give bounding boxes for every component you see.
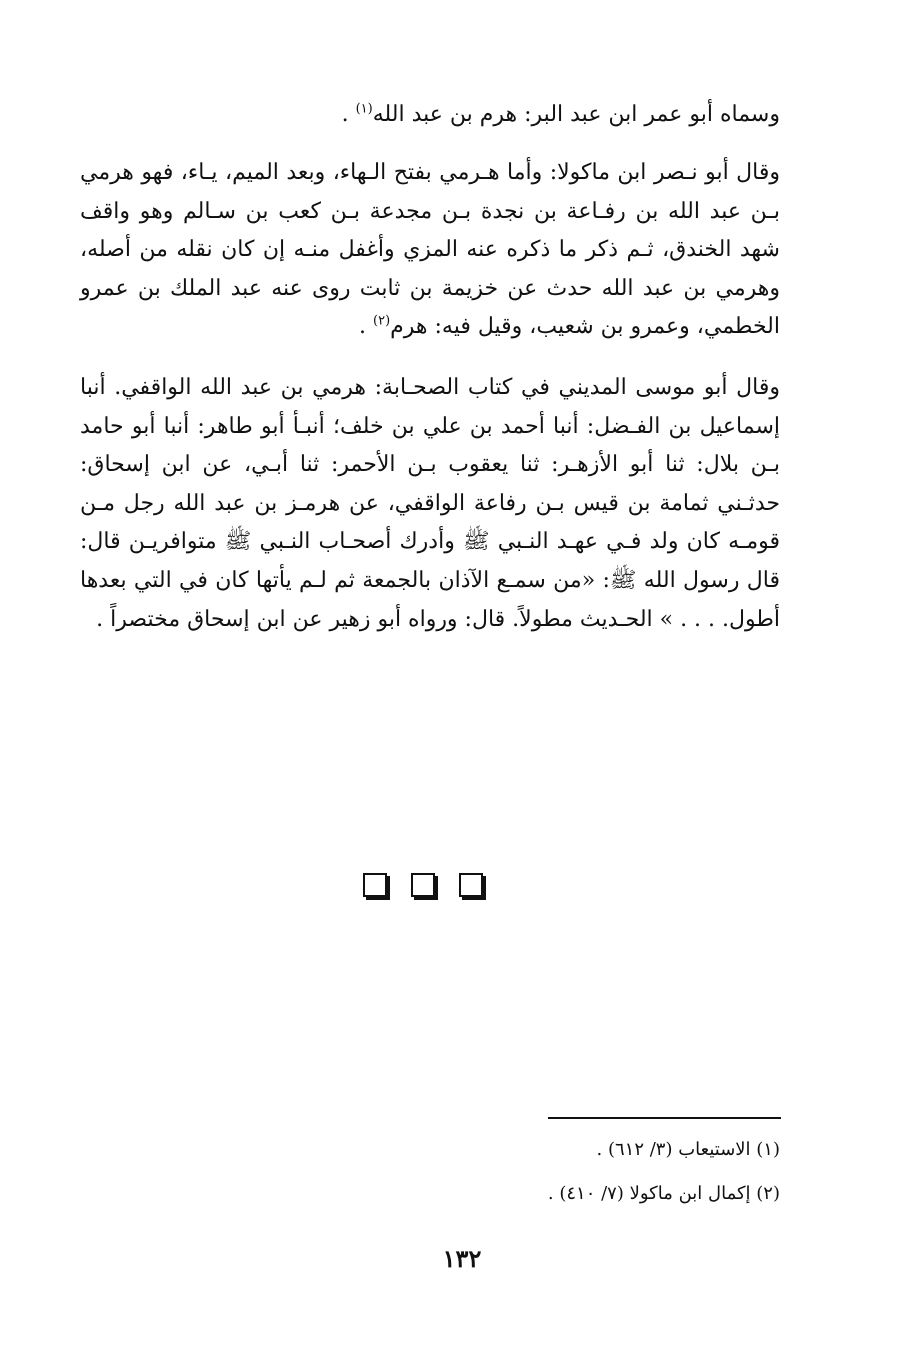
- paragraph-text: وسماه أبو عمر ابن عبد البر: هرم بن عبد الله: [372, 102, 780, 127]
- ornament-box-icon: [459, 873, 483, 897]
- page-number: ١٣٢: [442, 1244, 482, 1273]
- ornament-box-icon: [363, 873, 387, 897]
- paragraph-text: وقال أبو موسى المديني في كتاب الصحـابة: هرمي بن عبد الله الواقفي. أنبا إسماعيل بن الفـضل: أنبا أحمد بن علي بن خلف؛ أنبـأ أبو طاهر: أنبا أبو حامد بـن بلال: ثنا أبو الأزهـر: ثنا يعقوب بـن الأحمر: ثنا أبـي، عن ابن إسحاق: حدثـني ثمامة بن قيس بـن رفاعة الواقفي، عن هرمـز بن عبد الله رجل مـن قومـه كان ولد فـي عهـد النـبي ﷺ وأدرك أصحـاب النـبي ﷺ متوافريـن قال: قال رسول الله ﷺ: «من سمـع الآذان بالجمعة ثم لـم يأتها كان في التي بعدها أطول. . . . » الحـديث مطولاً. قال: ورواه أبو زهير عن ابن إسحاق مختصراً .: [80, 375, 780, 632]
- ornament-box-icon: [411, 873, 435, 897]
- footnote-reference: (١): [355, 101, 373, 117]
- paragraph-1: [80, 96, 780, 135]
- footnote-reference: (٢): [373, 314, 391, 330]
- footnotes: [300, 1128, 780, 1216]
- paragraph-end: .: [341, 102, 356, 127]
- paragraph-text: وقال أبو نـصر ابن ماكولا: وأما هـرمي بفتح الـهاء، وبعد الميم، يـاء، فهو هرمي بـن عبد الله بن رفـاعة بن نجدة بـن مجدعة بـن كعب بن سـالم وهو واقف شهد الخندق، ثـم ذكر ما ذكره عنه المزي وأغفل منـه إن كان نقله من أصله، وهرمي بن عبد الله حدث عن خزيمة بن ثابت روى عنه عبد الملك بن عمرو الخطمي، وعمرو بن شعيب، وقيل فيه: هرم: [80, 160, 780, 340]
- footnote-separator: [548, 1117, 781, 1119]
- paragraph-3: [80, 369, 780, 639]
- section-divider-ornament: [363, 873, 483, 897]
- footnote-2: (٢) إكمال ابن ماكولا (٧/ ٤١٠) .: [547, 1183, 780, 1204]
- footnote-1: (١) الاستيعاب (٣/ ٦١٢) .: [596, 1139, 780, 1160]
- paragraph-end: .: [359, 314, 374, 340]
- paragraph-2: [80, 154, 780, 347]
